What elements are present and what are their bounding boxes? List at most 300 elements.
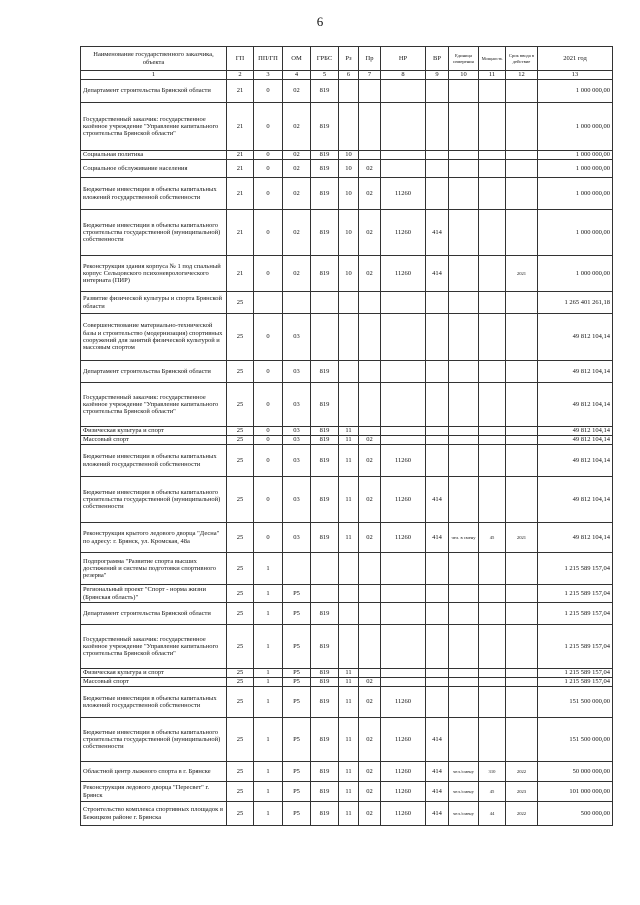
row-pp-cell: 0	[254, 210, 283, 256]
row-power-cell	[479, 477, 506, 523]
header-nr: НР	[381, 47, 426, 71]
row-grbs-cell: 819	[311, 718, 339, 762]
table-row	[81, 718, 613, 762]
row-grbs-cell: 819	[311, 256, 339, 292]
row-unit-cell	[449, 292, 479, 314]
row-pr-cell	[359, 603, 381, 625]
row-om-cell: 02	[283, 103, 311, 151]
row-name-cell: Массовый спорт	[81, 436, 227, 445]
row-grbs-cell: 819	[311, 603, 339, 625]
row-gp-cell: 25	[227, 603, 254, 625]
row-pp-cell: 0	[254, 427, 283, 436]
header-vr: ВР	[426, 47, 449, 71]
row-name-cell: Бюджетные инвестиции в объекты капитального строительства государственной (муниципальной) собственности	[81, 718, 227, 762]
row-gp-cell: 25	[227, 762, 254, 782]
row-name-cell: Социальная политика	[81, 151, 227, 160]
row-nr-cell: 11260	[381, 802, 426, 826]
row-pp-cell: 1	[254, 678, 283, 687]
row-grbs-cell: 819	[311, 210, 339, 256]
row-sum-cell: 49 812 104,14	[538, 383, 613, 427]
row-om-cell: 03	[283, 361, 311, 383]
row-pr-cell: 02	[359, 256, 381, 292]
row-sum-cell: 49 812 104,14	[538, 523, 613, 553]
column-number: 6	[339, 71, 359, 80]
row-name-cell: Государственный заказчик: государственное казённое учреждение "Управление капитального строительства Брянской области"	[81, 625, 227, 669]
row-pr-cell: 02	[359, 802, 381, 826]
row-rz-cell	[339, 553, 359, 585]
table-row	[81, 625, 613, 669]
row-vr-cell: 414	[426, 782, 449, 802]
row-vr-cell: 414	[426, 256, 449, 292]
row-nr-cell	[381, 292, 426, 314]
row-vr-cell: 414	[426, 718, 449, 762]
row-sum-cell: 1 000 000,00	[538, 256, 613, 292]
row-sum-cell: 500 000,00	[538, 802, 613, 826]
row-rz-cell: 11	[339, 436, 359, 445]
row-year-cell: 2023	[506, 782, 538, 802]
row-power-cell	[479, 314, 506, 361]
row-rz-cell: 11	[339, 523, 359, 553]
table-row	[81, 436, 613, 445]
row-unit-cell: чел./смену	[449, 782, 479, 802]
row-pr-cell: 02	[359, 178, 381, 210]
row-om-cell: 03	[283, 436, 311, 445]
row-pp-cell: 1	[254, 762, 283, 782]
row-name-cell: Строительство комплекса спортивных площадок в Бежицком районе г. Брянска	[81, 802, 227, 826]
row-grbs-cell	[311, 553, 339, 585]
row-om-cell: P5	[283, 625, 311, 669]
row-grbs-cell: 819	[311, 361, 339, 383]
row-sum-cell: 1 000 000,00	[538, 210, 613, 256]
table-row	[81, 151, 613, 160]
row-unit-cell	[449, 477, 479, 523]
row-pr-cell	[359, 427, 381, 436]
row-name-cell: Департамент строительства Брянской области	[81, 361, 227, 383]
row-unit-cell	[449, 669, 479, 678]
row-pr-cell: 02	[359, 210, 381, 256]
row-nr-cell	[381, 103, 426, 151]
row-grbs-cell: 819	[311, 523, 339, 553]
row-pp-cell: 1	[254, 782, 283, 802]
row-gp-cell: 25	[227, 585, 254, 603]
row-grbs-cell: 819	[311, 436, 339, 445]
row-rz-cell	[339, 292, 359, 314]
row-nr-cell	[381, 383, 426, 427]
row-pr-cell	[359, 383, 381, 427]
row-rz-cell: 11	[339, 782, 359, 802]
row-rz-cell: 10	[339, 178, 359, 210]
row-pp-cell: 0	[254, 151, 283, 160]
row-name-cell: Физическая культура и спорт	[81, 669, 227, 678]
row-power-cell	[479, 445, 506, 477]
table-row	[81, 802, 613, 826]
row-gp-cell: 25	[227, 553, 254, 585]
row-unit-cell: чел./смену	[449, 802, 479, 826]
row-power-cell	[479, 103, 506, 151]
row-pr-cell	[359, 585, 381, 603]
column-number: 1	[81, 71, 227, 80]
table-row	[81, 477, 613, 523]
row-gp-cell: 25	[227, 292, 254, 314]
row-grbs-cell: 819	[311, 782, 339, 802]
row-sum-cell: 1 000 000,00	[538, 178, 613, 210]
row-nr-cell	[381, 603, 426, 625]
row-pp-cell: 0	[254, 445, 283, 477]
row-rz-cell	[339, 585, 359, 603]
row-om-cell: P5	[283, 603, 311, 625]
row-name-cell: Массовый спорт	[81, 678, 227, 687]
row-nr-cell: 11260	[381, 523, 426, 553]
row-pr-cell	[359, 103, 381, 151]
row-grbs-cell: 819	[311, 445, 339, 477]
row-grbs-cell: 819	[311, 669, 339, 678]
row-pp-cell: 1	[254, 585, 283, 603]
row-name-cell: Региональный проект "Спорт - норма жизни (Брянская область)"	[81, 585, 227, 603]
row-year-cell	[506, 678, 538, 687]
row-year-cell	[506, 210, 538, 256]
row-pr-cell	[359, 80, 381, 103]
row-gp-cell: 21	[227, 103, 254, 151]
row-power-cell	[479, 178, 506, 210]
table-row	[81, 256, 613, 292]
row-nr-cell: 11260	[381, 687, 426, 718]
header-gp: ГП	[227, 47, 254, 71]
row-grbs-cell: 819	[311, 103, 339, 151]
row-power-cell	[479, 256, 506, 292]
row-om-cell: 03	[283, 445, 311, 477]
row-sum-cell: 1 215 589 157,04	[538, 585, 613, 603]
row-name-cell: Физическая культура и спорт	[81, 427, 227, 436]
row-rz-cell: 10	[339, 210, 359, 256]
row-rz-cell: 11	[339, 687, 359, 718]
row-grbs-cell: 819	[311, 477, 339, 523]
row-unit-cell	[449, 427, 479, 436]
row-rz-cell: 11	[339, 678, 359, 687]
row-pp-cell: 0	[254, 103, 283, 151]
header-unit: Единица измерения	[449, 47, 479, 71]
row-vr-cell	[426, 678, 449, 687]
row-name-cell: Бюджетные инвестиции в объекты капитального строительства государственной (муниципальной) собственности	[81, 477, 227, 523]
table-row	[81, 427, 613, 436]
row-year-cell	[506, 80, 538, 103]
row-name-cell: Бюджетные инвестиции в объекты капитальных вложений государственной собственности	[81, 178, 227, 210]
row-grbs-cell: 819	[311, 802, 339, 826]
row-sum-cell: 49 812 104,14	[538, 361, 613, 383]
row-om-cell: 02	[283, 178, 311, 210]
row-pp-cell: 1	[254, 625, 283, 669]
row-om-cell: 03	[283, 477, 311, 523]
table-row	[81, 669, 613, 678]
row-pr-cell	[359, 314, 381, 361]
row-pr-cell: 02	[359, 718, 381, 762]
row-power-cell	[479, 678, 506, 687]
row-rz-cell: 11	[339, 445, 359, 477]
row-gp-cell: 25	[227, 625, 254, 669]
row-unit-cell: чел. в смену	[449, 523, 479, 553]
row-nr-cell	[381, 625, 426, 669]
row-om-cell: 03	[283, 314, 311, 361]
row-rz-cell	[339, 361, 359, 383]
row-year-cell	[506, 178, 538, 210]
row-vr-cell: 414	[426, 762, 449, 782]
header-name: Наименование государственного заказчика, объекта	[81, 47, 227, 71]
row-year-cell	[506, 669, 538, 678]
table-row	[81, 178, 613, 210]
row-name-cell: Развитие физической культуры и спорта Брянской области	[81, 292, 227, 314]
row-pr-cell: 02	[359, 436, 381, 445]
header-power: Мощность	[479, 47, 506, 71]
row-sum-cell: 1 215 589 157,04	[538, 553, 613, 585]
row-year-cell	[506, 445, 538, 477]
column-number: 7	[359, 71, 381, 80]
column-number: 2	[227, 71, 254, 80]
table-row	[81, 103, 613, 151]
row-nr-cell	[381, 553, 426, 585]
row-sum-cell: 1 215 589 157,04	[538, 669, 613, 678]
row-pp-cell: 0	[254, 160, 283, 178]
row-om-cell: P5	[283, 585, 311, 603]
row-om-cell: P5	[283, 762, 311, 782]
row-power-cell: 45	[479, 523, 506, 553]
row-nr-cell: 11260	[381, 477, 426, 523]
row-vr-cell	[426, 669, 449, 678]
row-unit-cell	[449, 256, 479, 292]
row-gp-cell: 21	[227, 256, 254, 292]
row-pr-cell: 02	[359, 523, 381, 553]
row-vr-cell: 414	[426, 802, 449, 826]
row-sum-cell: 1 000 000,00	[538, 80, 613, 103]
row-name-cell: Реконструкция ледового дворца "Пересвет" г. Брянск	[81, 782, 227, 802]
row-vr-cell	[426, 625, 449, 669]
row-year-cell	[506, 292, 538, 314]
row-power-cell	[479, 80, 506, 103]
row-grbs-cell: 819	[311, 178, 339, 210]
row-pp-cell: 1	[254, 669, 283, 678]
row-om-cell: P5	[283, 669, 311, 678]
row-pr-cell: 02	[359, 445, 381, 477]
row-sum-cell: 1 215 589 157,04	[538, 678, 613, 687]
row-unit-cell	[449, 160, 479, 178]
row-pr-cell	[359, 625, 381, 669]
row-rz-cell: 11	[339, 669, 359, 678]
row-vr-cell	[426, 585, 449, 603]
row-nr-cell	[381, 436, 426, 445]
table-row	[81, 762, 613, 782]
row-gp-cell: 25	[227, 383, 254, 427]
row-pr-cell	[359, 292, 381, 314]
row-nr-cell: 11260	[381, 782, 426, 802]
column-number: 10	[449, 71, 479, 80]
row-rz-cell	[339, 314, 359, 361]
row-power-cell	[479, 603, 506, 625]
row-pp-cell: 0	[254, 80, 283, 103]
row-year-cell	[506, 603, 538, 625]
row-name-cell: Государственный заказчик: государственное казённое учреждение "Управление капитального строительства Брянской области"	[81, 383, 227, 427]
table-row	[81, 603, 613, 625]
row-rz-cell: 11	[339, 477, 359, 523]
table-row	[81, 80, 613, 103]
row-rz-cell: 11	[339, 427, 359, 436]
row-power-cell	[479, 427, 506, 436]
row-year-cell	[506, 436, 538, 445]
table-row	[81, 292, 613, 314]
row-gp-cell: 25	[227, 427, 254, 436]
row-unit-cell	[449, 625, 479, 669]
row-unit-cell	[449, 718, 479, 762]
row-om-cell: P5	[283, 678, 311, 687]
row-nr-cell	[381, 314, 426, 361]
row-power-cell	[479, 160, 506, 178]
row-vr-cell	[426, 151, 449, 160]
row-power-cell: 44	[479, 802, 506, 826]
row-om-cell: 03	[283, 427, 311, 436]
row-year-cell	[506, 718, 538, 762]
row-gp-cell: 25	[227, 361, 254, 383]
row-gp-cell: 25	[227, 669, 254, 678]
row-unit-cell	[449, 151, 479, 160]
row-power-cell: 310	[479, 762, 506, 782]
row-nr-cell	[381, 160, 426, 178]
row-om-cell: P5	[283, 687, 311, 718]
row-vr-cell	[426, 292, 449, 314]
row-unit-cell	[449, 553, 479, 585]
row-pr-cell: 02	[359, 782, 381, 802]
row-nr-cell: 11260	[381, 718, 426, 762]
row-grbs-cell: 819	[311, 678, 339, 687]
row-pr-cell: 02	[359, 160, 381, 178]
header-grbs: ГРБС	[311, 47, 339, 71]
row-pp-cell: 1	[254, 718, 283, 762]
row-grbs-cell	[311, 292, 339, 314]
row-gp-cell: 25	[227, 678, 254, 687]
header-row	[81, 47, 613, 71]
row-year-cell	[506, 585, 538, 603]
row-unit-cell	[449, 436, 479, 445]
row-rz-cell	[339, 383, 359, 427]
row-vr-cell	[426, 603, 449, 625]
row-om-cell: P5	[283, 718, 311, 762]
header-year: Срок ввода в действие	[506, 47, 538, 71]
row-sum-cell: 1 000 000,00	[538, 103, 613, 151]
row-rz-cell	[339, 625, 359, 669]
row-vr-cell	[426, 178, 449, 210]
row-vr-cell	[426, 427, 449, 436]
header-pp: ПП/ГП	[254, 47, 283, 71]
column-number: 5	[311, 71, 339, 80]
row-vr-cell	[426, 687, 449, 718]
row-nr-cell	[381, 585, 426, 603]
header-pr: Пр	[359, 47, 381, 71]
row-pr-cell: 02	[359, 762, 381, 782]
row-unit-cell	[449, 687, 479, 718]
row-name-cell: Департамент строительства Брянской области	[81, 80, 227, 103]
row-power-cell	[479, 292, 506, 314]
row-rz-cell: 10	[339, 256, 359, 292]
row-nr-cell: 11260	[381, 762, 426, 782]
row-nr-cell: 11260	[381, 445, 426, 477]
row-vr-cell	[426, 361, 449, 383]
column-number-row	[81, 71, 613, 80]
row-sum-cell: 49 812 104,14	[538, 436, 613, 445]
row-year-cell: 2022	[506, 762, 538, 782]
row-pr-cell: 02	[359, 678, 381, 687]
row-name-cell: Департамент строительства Брянской области	[81, 603, 227, 625]
row-pp-cell: 0	[254, 383, 283, 427]
row-name-cell: Совершенствование материально-технической базы и строительство (модернизация) спортивных сооружений для занятий физической культурой и массовым спортом	[81, 314, 227, 361]
row-sum-cell: 1 000 000,00	[538, 160, 613, 178]
row-unit-cell	[449, 603, 479, 625]
row-year-cell	[506, 383, 538, 427]
row-grbs-cell: 819	[311, 80, 339, 103]
row-pp-cell: 0	[254, 178, 283, 210]
row-grbs-cell: 819	[311, 151, 339, 160]
row-vr-cell	[426, 436, 449, 445]
row-pp-cell: 1	[254, 553, 283, 585]
table-row	[81, 210, 613, 256]
row-rz-cell	[339, 103, 359, 151]
row-power-cell	[479, 361, 506, 383]
row-gp-cell: 21	[227, 160, 254, 178]
table-row	[81, 160, 613, 178]
row-om-cell: P5	[283, 802, 311, 826]
row-year-cell: 2021	[506, 523, 538, 553]
row-name-cell: Бюджетные инвестиции в объекты капитального строительства государственной (муниципальной) собственности	[81, 210, 227, 256]
row-name-cell: Бюджетные инвестиции в объекты капитальных вложений государственной собственности	[81, 687, 227, 718]
header-sum: 2021 год	[538, 47, 613, 71]
row-vr-cell: 414	[426, 477, 449, 523]
row-pp-cell: 0	[254, 361, 283, 383]
column-number: 4	[283, 71, 311, 80]
row-grbs-cell: 819	[311, 625, 339, 669]
row-sum-cell: 1 000 000,00	[538, 151, 613, 160]
column-number: 12	[506, 71, 538, 80]
row-pr-cell: 02	[359, 477, 381, 523]
row-year-cell	[506, 151, 538, 160]
table-row	[81, 523, 613, 553]
row-sum-cell: 1 265 401 261,18	[538, 292, 613, 314]
row-unit-cell	[449, 314, 479, 361]
row-name-cell: Бюджетные инвестиции в объекты капитальных вложений государственной собственности	[81, 445, 227, 477]
header-rz: Рз	[339, 47, 359, 71]
row-pp-cell: 0	[254, 436, 283, 445]
row-sum-cell: 50 000 000,00	[538, 762, 613, 782]
row-unit-cell	[449, 178, 479, 210]
row-year-cell	[506, 361, 538, 383]
row-sum-cell: 151 500 000,00	[538, 718, 613, 762]
row-pp-cell: 0	[254, 523, 283, 553]
row-vr-cell	[426, 314, 449, 361]
row-year-cell	[506, 553, 538, 585]
row-power-cell	[479, 718, 506, 762]
row-unit-cell	[449, 585, 479, 603]
row-vr-cell	[426, 553, 449, 585]
table-row	[81, 553, 613, 585]
row-grbs-cell	[311, 585, 339, 603]
row-pp-cell: 0	[254, 256, 283, 292]
row-om-cell: 02	[283, 256, 311, 292]
row-gp-cell: 21	[227, 80, 254, 103]
row-name-cell: Государственный заказчик: государственное казённое учреждение "Управление капитального строительства Брянской области"	[81, 103, 227, 151]
column-number: 9	[426, 71, 449, 80]
row-sum-cell: 49 812 104,14	[538, 427, 613, 436]
row-pr-cell: 02	[359, 687, 381, 718]
table-row	[81, 383, 613, 427]
row-nr-cell: 11260	[381, 178, 426, 210]
row-power-cell	[479, 553, 506, 585]
row-power-cell	[479, 383, 506, 427]
row-sum-cell: 151 500 000,00	[538, 687, 613, 718]
row-vr-cell	[426, 445, 449, 477]
